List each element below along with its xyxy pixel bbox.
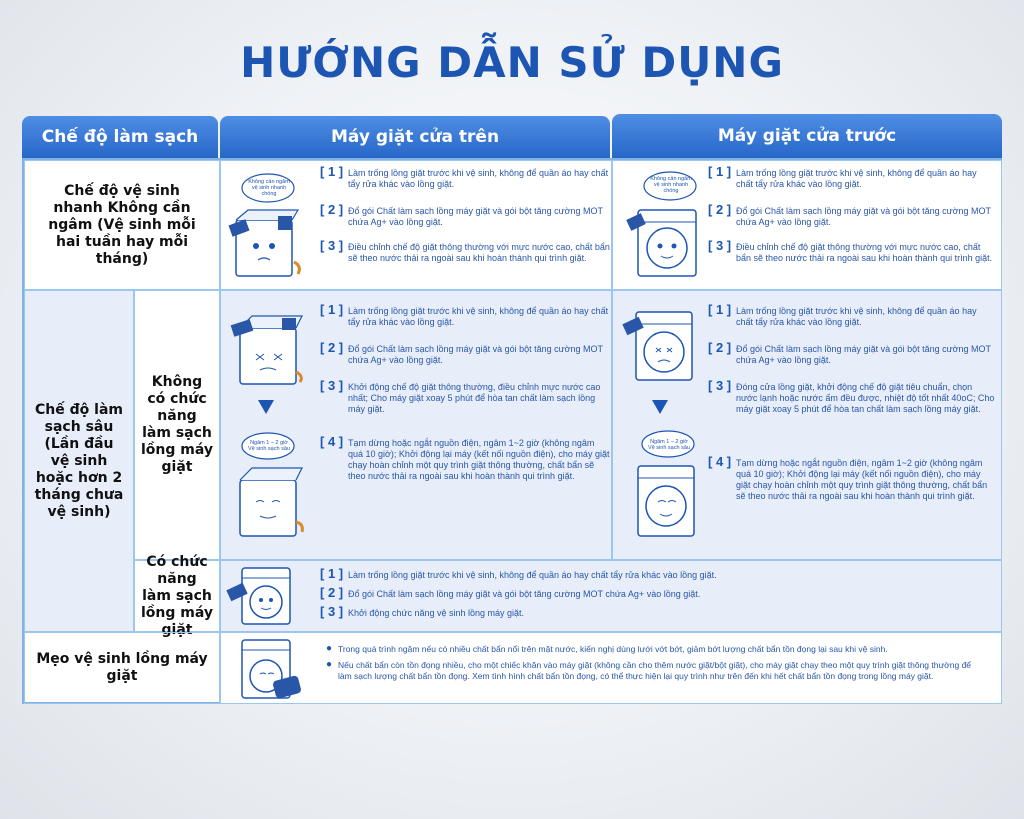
- step-number: [ 3 ]: [708, 238, 732, 253]
- step-number: [ 1 ]: [708, 302, 732, 317]
- step-number: [ 1 ]: [708, 164, 732, 179]
- step-text: Khởi động chế độ giặt thông thường, điều chỉnh mực nước cao nhất; Cho máy giặt xoay 5 phút để hòa tan chất làm sạch lồng máy giặt.: [348, 382, 601, 414]
- step-number: [ 1 ]: [320, 164, 344, 179]
- header-front-load: Máy giặt cửa trước: [612, 114, 1002, 158]
- step-text: Đổ gói Chất làm sạch lồng máy giặt và gói bột tăng cường MOT chứa Ag+ vào lồng giặt.: [348, 206, 603, 227]
- step-item: [320, 566, 970, 581]
- step-number: [ 2 ]: [708, 202, 732, 217]
- step-item: [708, 238, 996, 264]
- row-label-quick: Chế độ vệ sinh nhanh Không cần ngâm (Vệ sinh mỗi hai tuần hay mỗi tháng): [24, 160, 220, 290]
- washer-top-load-icon: [230, 304, 310, 388]
- step-text: Đổ gói Chất làm sạch lồng máy giặt và gói bột tăng cường MOT chứa Ag+ vào lồng giặt.: [736, 344, 991, 365]
- speech-bubble-icon: Không cần ngâm vệ sinh nhanh chóng: [248, 179, 290, 197]
- step-number: [ 3 ]: [708, 378, 732, 393]
- step-item: [320, 238, 610, 264]
- step-item: [320, 585, 970, 600]
- step-text: Đổ gói Chất làm sạch lồng máy giặt và gói bột tăng cường MOT chứa Ag+ vào lồng giặt.: [348, 589, 701, 599]
- step-text: Điều chỉnh chế độ giặt thông thường với mực nước cao, chất bẩn sẽ theo nước thải ra ngoài sau khi hoàn thành qui trình giặt.: [348, 242, 610, 263]
- tip-item: [326, 660, 986, 681]
- row-label-tips: Mẹo vệ sinh lồng máy giặt: [24, 632, 220, 704]
- step-text: Làm trống lồng giặt trước khi vệ sinh, không để quần áo hay chất tẩy rửa khác vào lồng giặt.: [348, 306, 609, 327]
- step-number: [ 1 ]: [320, 302, 344, 317]
- header-mode: Chế độ làm sạch: [22, 116, 218, 158]
- step-number: [ 1 ]: [320, 566, 344, 581]
- step-text: Làm trống lồng giặt trước khi vệ sinh, không để quần áo hay chất tẩy rửa khác vào lồng giặt.: [736, 168, 977, 189]
- step-item: [320, 202, 610, 228]
- step-number: [ 2 ]: [320, 202, 344, 217]
- header-top-load: Máy giặt cửa trên: [220, 116, 610, 158]
- washer-front-load-icon: [234, 636, 304, 702]
- step-text: Điều chỉnh chế độ giặt thông thường với mực nước cao, chất bẩn sẽ theo nước thải ra ngoài sau khi hoàn thành qui trình giặt.: [736, 242, 993, 263]
- step-item: [320, 604, 970, 619]
- washer-front-load-icon: [226, 564, 296, 628]
- down-arrow-icon: [652, 400, 668, 414]
- step-item: [708, 340, 996, 366]
- step-item: [320, 302, 610, 328]
- speech-bubble-icon: Ngâm 1 – 2 giờ Vệ sinh sạch sâu: [248, 440, 290, 452]
- step-item: [320, 434, 610, 482]
- tip-text: Trong quá trình ngâm nếu có nhiều chất bẩn nổi trên mặt nước, kiến nghị dùng lưới vớt bớt, giảm bớt lượng chất bẩn tồn đọng lại sau khi vệ sinh.: [338, 644, 888, 654]
- step-item: [708, 302, 996, 328]
- bullet-icon: ●: [326, 643, 333, 654]
- step-item: [320, 340, 610, 366]
- step-item: [708, 454, 996, 502]
- sub-label-has-clean: Có chức năng làm sạch lồng máy giặt: [134, 560, 220, 632]
- step-text: Đổ gói Chất làm sạch lồng máy giặt và gói bột tăng cường MOT chứa Ag+ vào lồng giặt.: [736, 206, 991, 227]
- page-title: HƯỚNG DẪN SỬ DỤNG: [240, 38, 784, 87]
- step-text: Đổ gói Chất làm sạch lồng máy giặt và gói bột tăng cường MOT chứa Ag+ vào lồng giặt.: [348, 344, 603, 365]
- step-number: [ 2 ]: [320, 585, 344, 600]
- step-item: [708, 164, 996, 190]
- speech-bubble-icon: Không cần ngâm vệ sinh nhanh chóng: [650, 176, 692, 194]
- step-number: [ 3 ]: [320, 378, 344, 393]
- step-item: [320, 164, 610, 190]
- step-item: [708, 378, 996, 415]
- step-item: [708, 202, 996, 228]
- deep-top-steps: [320, 302, 612, 546]
- speech-bubble-icon: Ngâm 1 – 2 giờ Vệ sinh sạch sâu: [648, 439, 690, 451]
- deep-front-steps: [708, 302, 998, 546]
- tip-text: Nếu chất bẩn còn tồn đọng nhiều, cho một chiếc khăn vào máy giặt (không cần cho thêm nước giặt/bột giặt), cho máy giặt chạy theo một quy trình giặt thông thường để làm sạch lượng chất bẩn tồn đọng. Xem tình hình chất bẩn tồn đọng, có thể thực hiện lại quy trình như trên đến khi hết chất bẩn tồn đọng trong lồng máy giặt.: [338, 660, 972, 681]
- step-number: [ 4 ]: [708, 454, 732, 469]
- deep-yes-steps: [320, 566, 980, 630]
- step-number: [ 3 ]: [320, 604, 344, 619]
- step-text: Làm trống lồng giặt trước khi vệ sinh, không để quần áo hay chất tẩy rửa khác vào lồng giặt.: [736, 306, 977, 327]
- down-arrow-icon: [258, 400, 274, 414]
- step-item: [320, 378, 610, 415]
- quick-front-steps: [708, 164, 998, 288]
- quick-top-steps: [320, 164, 612, 288]
- guide-table: [22, 158, 1002, 704]
- step-text: Làm trống lồng giặt trước khi vệ sinh, không để quần áo hay chất tẩy rửa khác vào lồng giặt.: [348, 570, 717, 580]
- step-text: Đóng cửa lồng giặt, khởi động chế độ giặt tiêu chuẩn, chọn nước lạnh hoặc nước ấm đều được, nhiệt độ tốt nhất 40oC; Cho máy giặt xoay 5 phút để hòa tan chất làm sạch lồng máy giặt.: [736, 382, 995, 414]
- washer-front-load-icon: [622, 306, 698, 386]
- step-text: Tạm dừng hoặc ngắt nguồn điện, ngâm 1~2 giờ (không ngâm quá 10 giờ); Khởi động lại máy (kết nối nguồn điện), cho máy giặt chạy hoàn chỉnh một quy trình giặt thông thường, chất bẩn sẽ theo nước thải ra ngoài sau khi hoàn thành qui trình giặt.: [736, 458, 988, 501]
- step-number: [ 2 ]: [708, 340, 732, 355]
- step-number: [ 3 ]: [320, 238, 344, 253]
- sub-label-no-clean: Không có chức năng làm sạch lồng máy giặt: [134, 290, 220, 560]
- step-number: [ 4 ]: [320, 434, 344, 449]
- tip-item: [326, 644, 986, 655]
- row-label-deep: Chế độ làm sạch sâu (Lần đầu vệ sinh hoặc hơn 2 tháng chưa vệ sinh): [24, 290, 134, 632]
- step-text: Làm trống lồng giặt trước khi vệ sinh, không để quần áo hay chất tẩy rửa khác vào lồng giặt.: [348, 168, 609, 189]
- step-text: Tạm dừng hoặc ngắt nguồn điện, ngâm 1~2 giờ (không ngâm quá 10 giờ); Khởi động lại máy (kết nối nguồn điện), cho máy giặt chạy hoàn chỉnh một quy trình giặt thông thường, chất bẩn sẽ theo nước thải ra ngoài sau khi hoàn thành qui trình giặt.: [348, 438, 610, 481]
- step-number: [ 2 ]: [320, 340, 344, 355]
- step-text: Khởi động chức năng vệ sinh lồng máy giặt.: [348, 608, 525, 618]
- bullet-icon: ●: [326, 659, 333, 670]
